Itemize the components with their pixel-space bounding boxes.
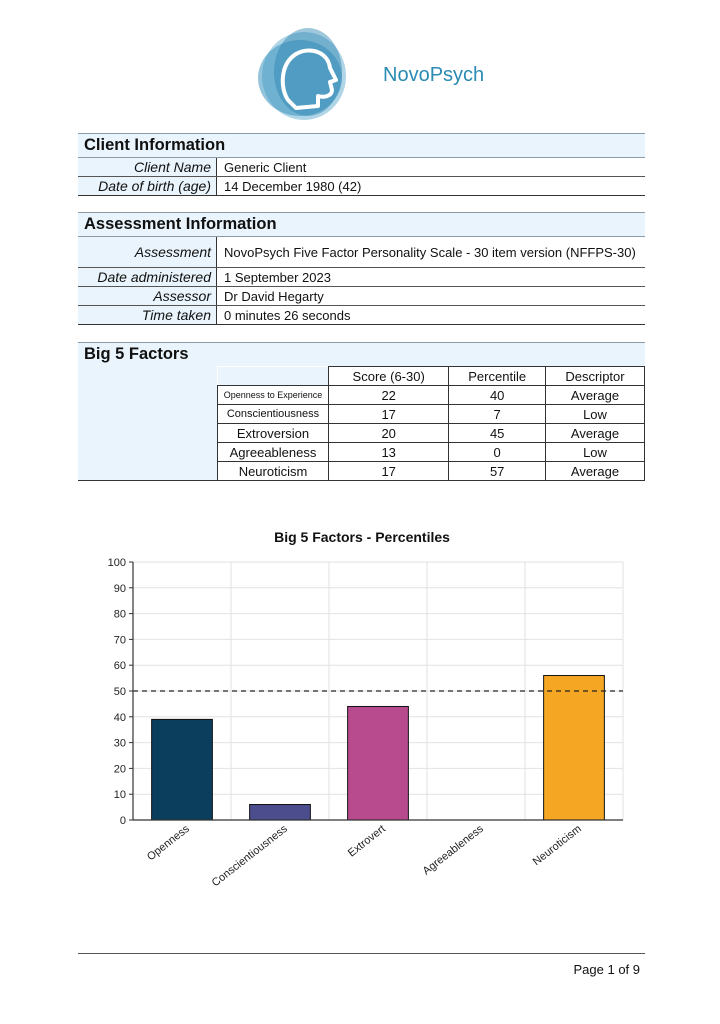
client-name-label: Client Name [78,158,217,176]
factor-descriptor: Average [545,462,644,481]
big5-col-descriptor: Descriptor [545,367,644,386]
percentiles-chart [90,525,640,925]
factor-descriptor: Average [545,386,644,405]
percentiles-chart-svg [90,525,640,925]
bar [348,706,409,820]
assessor-row [78,287,645,306]
factor-percentile: 45 [449,424,546,443]
table-row [218,462,645,481]
y-tick-label: 0 [119,815,126,827]
y-tick-label: 40 [113,711,126,724]
table-row [218,443,645,462]
x-category-label: Neuroticism [530,822,584,869]
novopsych-logo [252,28,356,124]
brand-name: NovoPsych [383,64,485,86]
x-category-label: Conscientiousness [209,822,290,890]
x-category-label: Agreeableness [420,822,486,878]
client-information-section [78,133,645,196]
big5-header-blank [218,367,329,386]
table-row [218,386,645,405]
bar [152,719,213,820]
y-tick-label: 60 [113,660,126,673]
factor-name: Agreeableness [218,443,329,462]
time-taken-label: Time taken [78,306,217,324]
factor-descriptor: Average [545,424,644,443]
factor-percentile: 40 [449,386,546,405]
assessment-value: NovoPsych Five Factor Personality Scale - 30 item version (NFFPS-30) [224,244,636,260]
big5-section [78,342,645,481]
x-category-label: Extrovert [345,822,388,860]
factor-descriptor: Low [545,443,644,462]
big5-table [217,366,645,481]
y-tick-label: 80 [113,608,126,621]
factor-percentile: 57 [449,462,546,481]
factor-name: Conscientiousness [218,405,329,424]
bar [544,676,605,820]
x-category-label: Openness [144,822,192,864]
table-row [218,424,645,443]
big5-col-score: Score (6-30) [329,367,449,386]
time-taken-value: 0 minutes 26 seconds [224,307,351,323]
chart-title: Big 5 Factors - Percentiles [274,529,450,545]
factor-score: 20 [329,424,449,443]
factor-name: Neuroticism [218,462,329,481]
factor-name: Openness to Experience [218,386,329,405]
footer-divider [78,953,645,954]
page-number: Page 1 of 9 [573,962,640,977]
y-tick-label: 10 [113,789,126,802]
y-tick-label: 20 [113,763,126,776]
y-tick-label: 100 [107,557,126,569]
y-tick-label: 70 [113,634,126,647]
factor-score: 17 [329,405,449,424]
client-information-heading: Client Information [78,133,645,158]
y-tick-label: 50 [113,686,126,698]
date-administered-value: 1 September 2023 [224,269,331,285]
table-row [218,405,645,424]
y-tick-label: 30 [113,737,126,750]
factor-name: Extroversion [218,424,329,443]
factor-score: 22 [329,386,449,405]
assessment-information-heading: Assessment Information [78,212,645,237]
big5-col-percentile: Percentile [449,367,546,386]
client-name-row [78,158,645,177]
time-taken-row [78,306,645,325]
assessment-row [78,237,645,268]
date-administered-label: Date administered [78,268,217,286]
y-tick-label: 90 [113,582,126,595]
date-of-birth-value: 14 December 1980 (42) [224,178,362,194]
assessment-label: Assessment [78,237,217,267]
client-name-value: Generic Client [224,159,307,175]
date-of-birth-row [78,177,645,196]
factor-score: 13 [329,443,449,462]
big5-side-panel [78,366,217,481]
big5-header-row [218,367,645,386]
date-of-birth-label: Date of birth (age) [78,177,217,195]
factor-percentile: 7 [449,405,546,424]
bar [250,805,311,820]
assessor-value: Dr David Hegarty [224,288,324,304]
date-administered-row [78,268,645,287]
factor-score: 17 [329,462,449,481]
assessment-information-section [78,212,645,325]
factor-percentile: 0 [449,443,546,462]
factor-descriptor: Low [545,405,644,424]
big5-heading: Big 5 Factors [78,342,645,366]
assessor-label: Assessor [78,287,217,305]
